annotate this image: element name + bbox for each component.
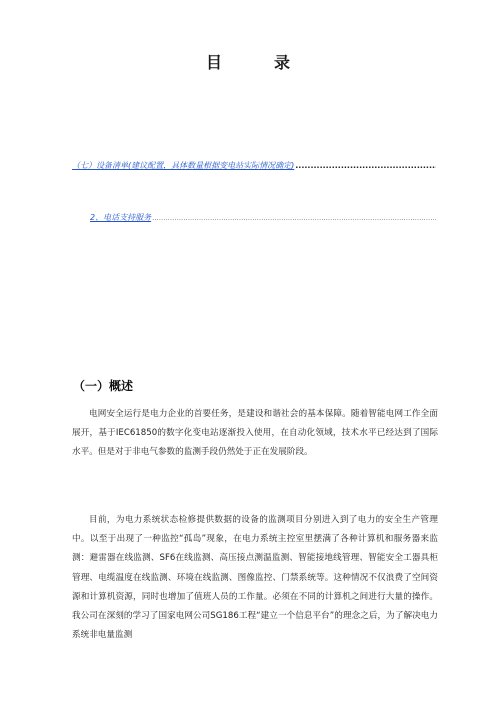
toc-entry-phone-support[interactable] [90, 212, 436, 223]
toc-dot-leader [295, 161, 436, 170]
toc-entry-link[interactable]: （七）设备清单(建议配置，具体数量根据变电站实际情况确定) [72, 161, 295, 170]
body-paragraph [72, 511, 438, 645]
body-paragraph [72, 405, 438, 463]
toc-entry-equipment-list[interactable] [72, 160, 436, 171]
paragraph-text: 电网安全运行是电力企业的首要任务，是建设和谐社会的基本保障。随着智能电网工作全面展开，基于IEC61850的数字化变电站逐渐投入使用，在自动化领域，技术水平已经达到了国际水平。但是对于非电气参数的监测手段仍然处于正在发展阶段。 [72, 409, 438, 458]
toc-title [0, 50, 496, 73]
toc-title-right: 录 [274, 53, 291, 72]
toc-dot-leader [152, 214, 436, 222]
section-heading-overview: （一）概述 [73, 379, 134, 393]
toc-title-left: 目 [205, 53, 222, 72]
paragraph-text: 目前，为电力系统状态检修提供数据的设备的监测项目分别进入到了电力的安全生产管理中。以至于出现了一种监控“孤岛”现象，在电力系统主控室里摆满了各种计算机和服务器来监测：避雷器在线监测、SF6在线监测、高压接点测温监测、智能接地线管理、智能安全工器具柜管理、电缆温度在线监测、环境在线监测、图像监控、门禁系统等。这种情况不仅浪费了空间资源和计算机资源，同时也增加了值班人员的工作量。必须在不同的计算机之间进行大量的操作。我公司在深刻的学习了国家电网公司SG186工程“建立一个信息平台”的理念之后，为了解决电力系统非电量监测 [72, 515, 438, 641]
toc-entry-link[interactable]: 2、电话支持服务 [90, 213, 152, 222]
